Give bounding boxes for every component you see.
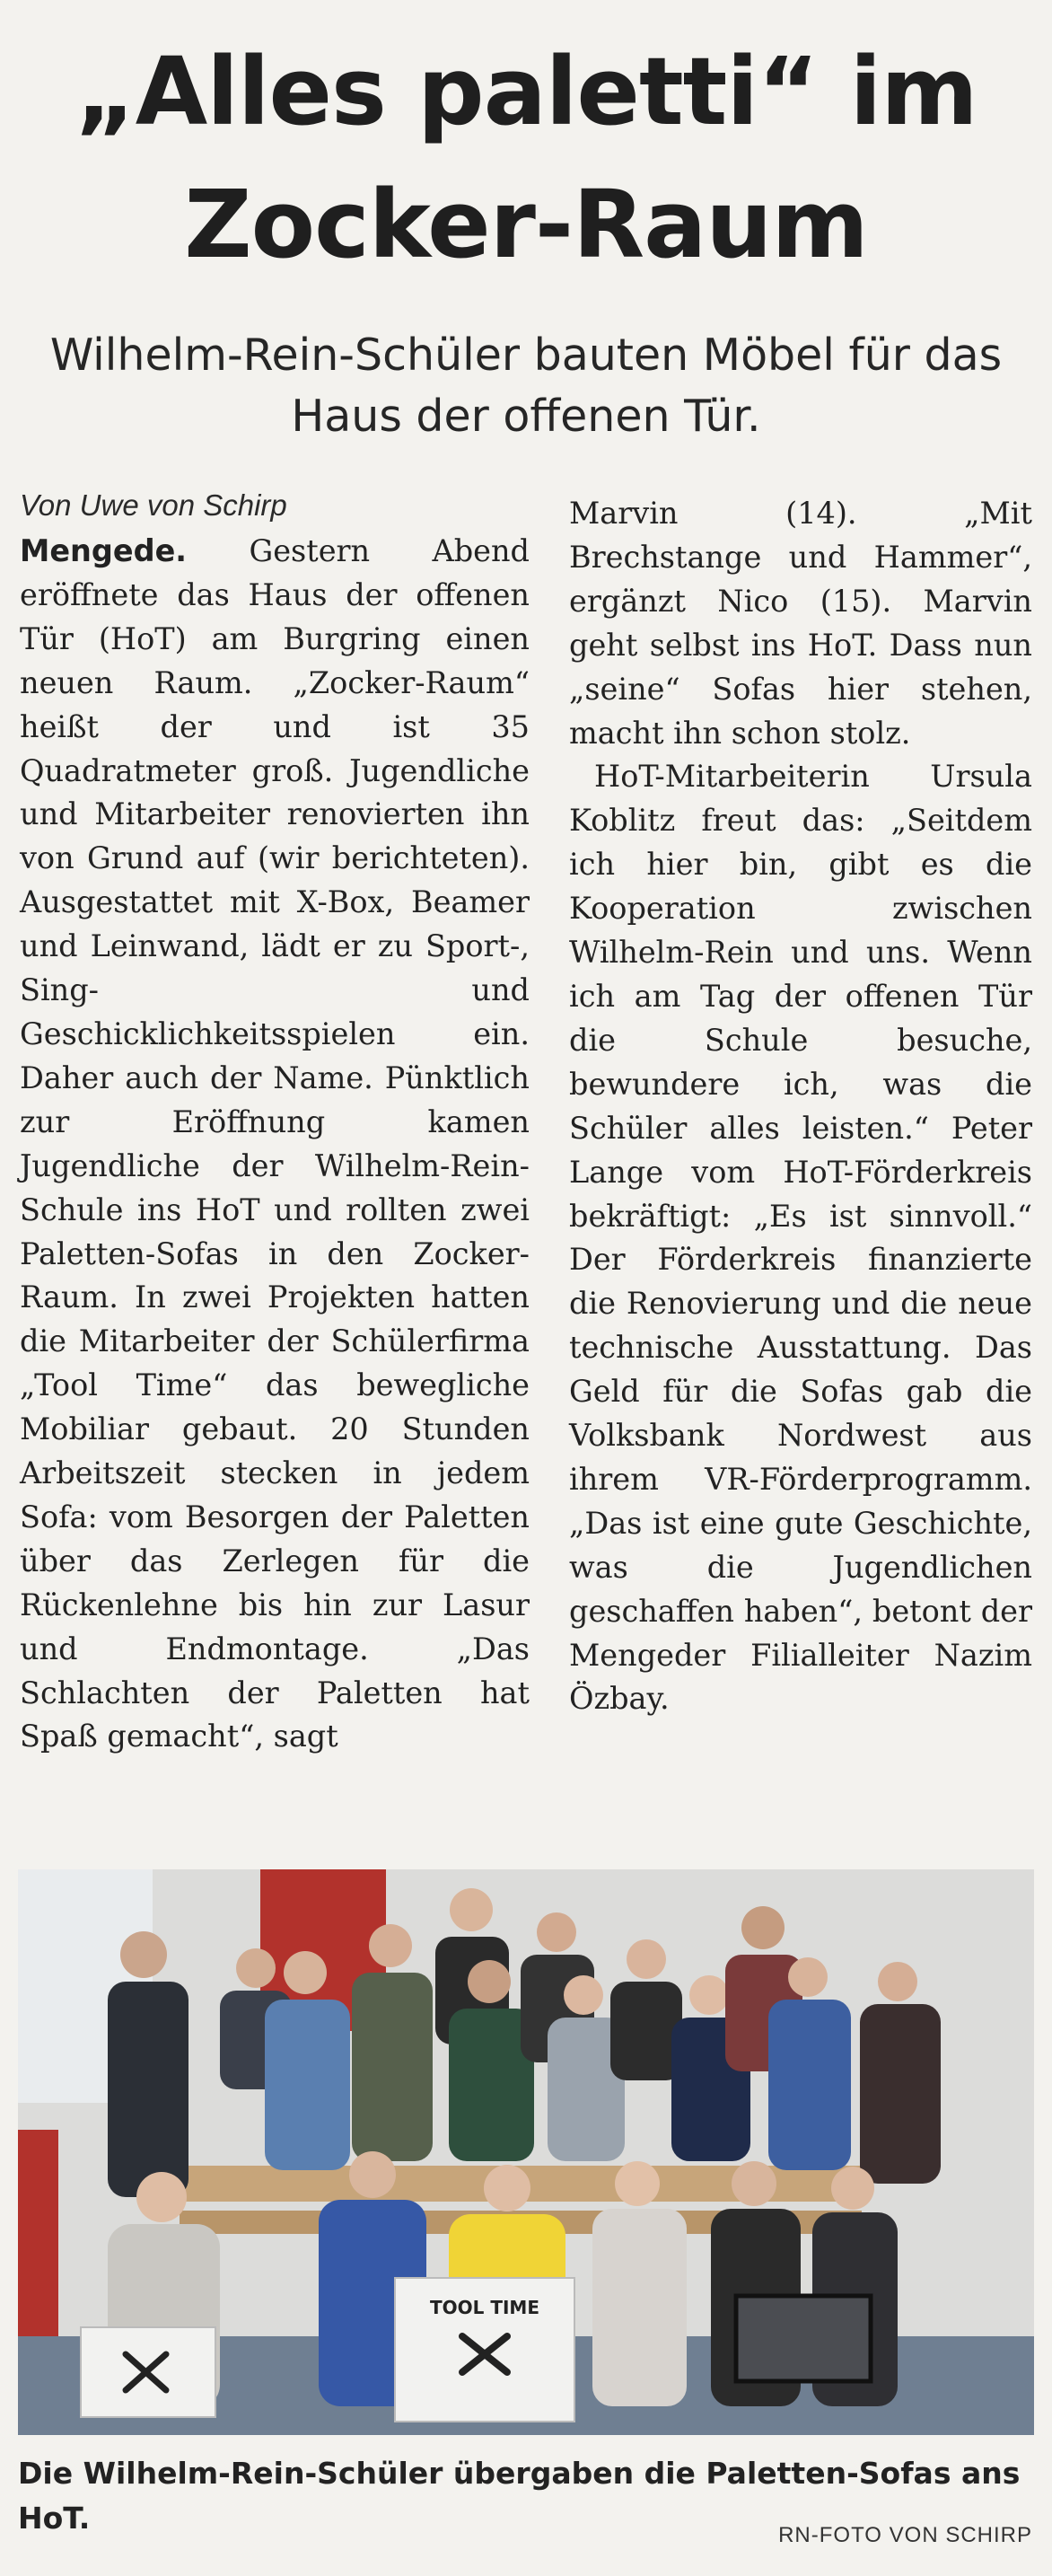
byline: Von Uwe von Schirp bbox=[20, 488, 287, 522]
article-paragraph: Marvin (14). „Mit Brechstange und Hammer“, ergänzt Nico (15). Marvin geht selbst ins HoT. Dass nun „seine“ Sofas hier stehen, macht ihn schon stolz. bbox=[569, 496, 1032, 751]
headline: „Alles paletti“ im Zocker-Raum bbox=[75, 37, 977, 279]
article-paragraph: HoT-Mitarbeiterin Ursula Koblitz freut das: „Seitdem ich hier bin, gibt es die Kooperation zwischen Wilhelm-Rein und uns. Wenn ich am Tag der offenen Tür die Schule besuche, bewundere ich, was die Schüler alles leisten.“ Peter Lange vom HoT-Förderkreis bekräftigt: „Es ist sinnvoll.“ Der Förderkreis finanzierte die Renovierung und die neue technische Ausstattung. Das Geld für die Sofas gab die Volksbank Nordwest aus ihrem VR-Förderprogramm. „Das ist eine gute Geschichte, was die Jugendlichen geschaffen haben“, betont der Mengeder Filialleiter Nazim Özbay. bbox=[569, 759, 1032, 1717]
article-text-left: Gestern Abend eröffnete das Haus der offenen Tür (HoT) am Burgring einen neuen Raum. „Zocker-Raum“ heißt der und ist 35 Quadratmeter groß. Jugendliche und Mitarbeiter renovierten ihn von Grund auf (wir berichteten). Ausgestattet mit X-Box, Beamer und Leinwand, lädt er zu Sport-, Sing- und Geschicklichkeitsspielen ein. Daher auch der Name. Pünktlich zur Eröffnung kamen Jugendliche der Wilhelm-Rein-Schule ins HoT und rollten zwei Paletten-Sofas in den Zocker-Raum. In zwei Projekten hatten die Mitarbeiter der Schülerfirma „Tool Time“ das bewegliche Mobiliar gebaut. 20 Stunden Arbeitszeit stecken in jedem Sofa: vom Besorgen der Paletten über das Zerlegen für die Rückenlehne bis hin zur Lasur und Endmontage. „Das Schlachten der Paletten hat Spaß gemacht“, sagt bbox=[20, 533, 530, 1754]
group-photo bbox=[18, 1869, 1034, 2435]
tool-time-shirt-left bbox=[81, 2327, 215, 2417]
article-column-right bbox=[569, 492, 1032, 1721]
shirt-print: TOOL TIME bbox=[429, 2297, 540, 2318]
group-photo-illustration bbox=[18, 1869, 1034, 2435]
photo-caption: Die Wilhelm-Rein-Schüler übergaben die Paletten-Sofas ans HoT. bbox=[18, 2456, 1021, 2536]
framed-picture bbox=[736, 2296, 871, 2381]
tool-time-shirt bbox=[395, 2278, 574, 2422]
red-cabinet bbox=[18, 2130, 58, 2345]
article-column-left bbox=[20, 485, 530, 1759]
subheadline: Wilhelm-Rein-Schüler bauten Möbel für das Haus der offenen Tür. bbox=[49, 330, 1003, 442]
dateline: Mengede. bbox=[20, 533, 188, 568]
photo-credit: RN-FOTO VON SCHIRP bbox=[778, 2523, 1032, 2547]
article-paragraph bbox=[20, 530, 530, 1759]
